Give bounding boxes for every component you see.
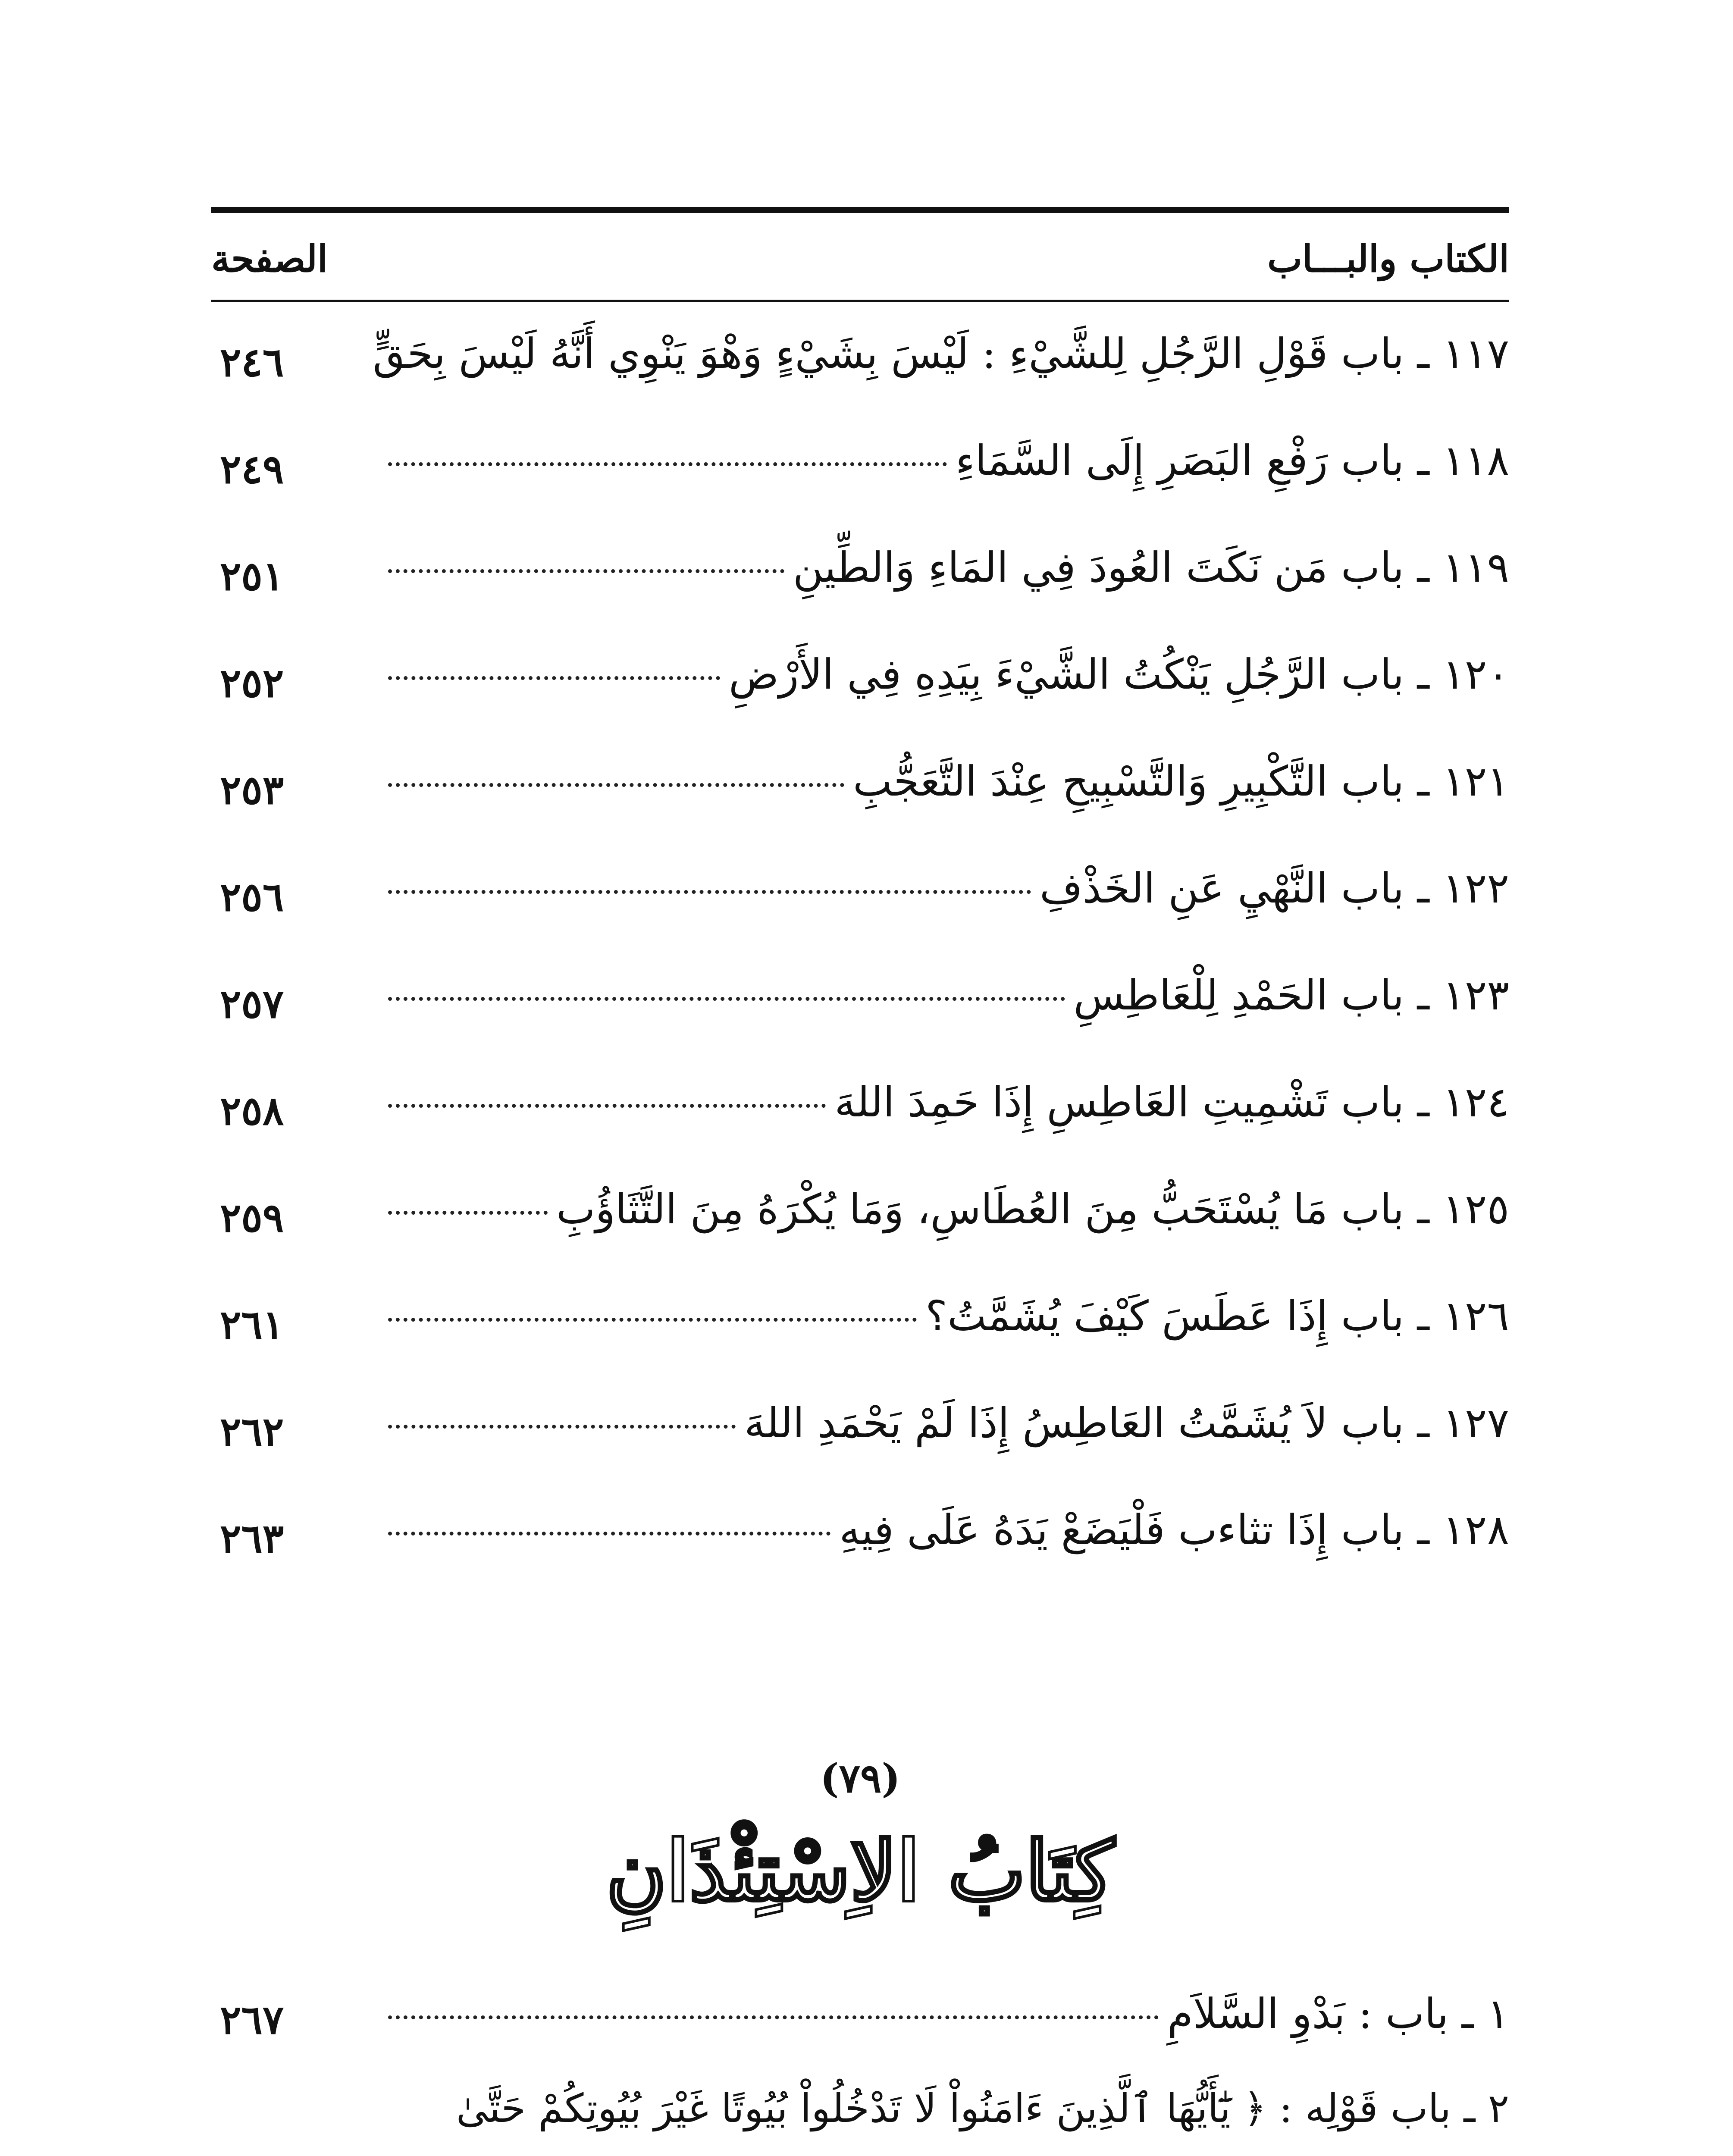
- toc-entry-page: ٢٦٢: [220, 1408, 284, 1455]
- leader-dots: [388, 436, 947, 466]
- toc-row: [211, 310, 1509, 417]
- book-entry-row: [211, 1975, 1509, 2061]
- toc-row: [211, 524, 1509, 631]
- toc-row: [211, 952, 1509, 1059]
- toc-entry-text: ١٢٥ ـ باب مَا يُسْتَحَبُّ مِنَ العُطَاسِ، وَمَا يُكْرَهُ مِنَ التَّثَاؤُبِ: [556, 1185, 1509, 1233]
- toc-row: [211, 1059, 1509, 1166]
- toc-entry-text: ١٢٤ ـ باب تَشْمِيتِ العَاطِسِ إِذَا حَمِدَ اللهَ: [834, 1078, 1509, 1126]
- book-title-calligraphy: كِتَابُ الاِسْتِئْذَانِ: [606, 1823, 1114, 1919]
- toc-entry-text: ١٢٨ ـ باب إِذَا تثاءب فَلْيَضَعْ يَدَهُ عَلَى فِيهِ: [839, 1506, 1509, 1554]
- book-entry-text: ١ ـ باب : بَدْوِ السَّلاَمِ: [1167, 1990, 1509, 2038]
- toc-list: [211, 310, 1509, 1594]
- header-page-label: الصفحة: [211, 237, 328, 281]
- leader-dots: [388, 650, 720, 680]
- book-number: (٧٩): [820, 1755, 900, 1802]
- toc-row: [211, 738, 1509, 845]
- leader-dots: [388, 864, 1031, 894]
- header-rule: [211, 300, 1509, 302]
- toc-row: [211, 1487, 1509, 1594]
- leader-dots: [388, 757, 844, 787]
- leader-dots: [388, 1078, 826, 1108]
- book-title: [211, 1815, 1509, 1927]
- book-entry-quran: [211, 2070, 1509, 2156]
- toc-row: [211, 631, 1509, 738]
- toc-entry-text: ١٢١ ـ باب التَّكْبِيرِ وَالتَّسْبِيحِ عِنْدَ التَّعَجُّبِ: [853, 757, 1509, 805]
- document-page: [211, 203, 1509, 2156]
- toc-row: [211, 417, 1509, 524]
- toc-entry-page: ٢٤٦: [220, 339, 284, 385]
- toc-entry-text: ١٢٧ ـ باب لاَ يُشَمَّتُ العَاطِسُ إِذَا لَمْ يَحْمَدِ اللهَ: [744, 1399, 1509, 1447]
- leader-dots: [388, 543, 784, 573]
- leader-dots: [388, 1292, 917, 1322]
- toc-entry-page: ٢٥١: [220, 553, 284, 599]
- toc-entry-text: ١١٩ ـ باب مَن نَكَتَ العُودَ فِي المَاءِ وَالطِّينِ: [793, 543, 1509, 592]
- toc-row: [211, 845, 1509, 952]
- leader-dots: [388, 1506, 830, 1536]
- table-header: [211, 237, 1509, 289]
- leader-dots: [388, 1185, 548, 1215]
- toc-entry-page: ٢٥٣: [220, 767, 284, 813]
- toc-entry-text: ١١٨ ـ باب رَفْعِ البَصَرِ إِلَى السَّمَاءِ: [955, 436, 1509, 485]
- toc-entry-page: ٢٥٦: [220, 874, 284, 920]
- leader-dots: [388, 1399, 736, 1429]
- toc-entry-text: ١٢٦ ـ باب إِذَا عَطَسَ كَيْفَ يُشَمَّتُ؟: [925, 1292, 1509, 1340]
- toc-row: [211, 1273, 1509, 1380]
- toc-row: [211, 1166, 1509, 1273]
- toc-entry-page: ٢٤٩: [220, 446, 284, 492]
- toc-entry-page: ٢٥٨: [220, 1087, 284, 1134]
- header-title: الكتاب والبـــاب: [1267, 237, 1509, 281]
- leader-dots: [388, 971, 1065, 1001]
- toc-entry-page: ٢٥٧: [220, 981, 284, 1027]
- toc-row: [211, 1380, 1509, 1487]
- quran-line: ٢ ـ باب قَوْلِه : ﴿ يَٰٓأَيُّهَا ٱلَّذِينَ ءَامَنُواْ لَا تَدْخُلُواْ بُيُوتًا غَيْرَ بُيُوتِكُمْ حَتَّىٰ: [456, 2085, 1509, 2131]
- toc-entry-page: ٢٦١: [220, 1301, 284, 1348]
- toc-entry-text: ١٢٢ ـ باب النَّهْيِ عَنِ الخَذْفِ: [1039, 864, 1509, 912]
- toc-entry-page: ٢٥٩: [220, 1194, 284, 1241]
- toc-entry-text: ١٢٣ ـ باب الحَمْدِ لِلْعَاطِسِ: [1073, 971, 1509, 1019]
- top-rule: [211, 207, 1509, 213]
- toc-entry-page: ٢٦٣: [220, 1515, 284, 1562]
- book-entry-page: ٢٦٧: [220, 1996, 284, 2043]
- toc-entry-text: ١١٧ ـ باب قَوْلِ الرَّجُلِ لِلشَّيْءِ : لَيْسَ بِشَيْءٍ وَهْوَ يَنْوِي أَنَّهُ لَيْسَ بِحَقٍّ: [373, 329, 1509, 378]
- toc-entry-page: ٢٥٢: [220, 660, 284, 706]
- toc-entry-text: ١٢٠ ـ باب الرَّجُلِ يَنْكُتُ الشَّيْءَ بِيَدِهِ فِي الأَرْضِ: [728, 650, 1509, 699]
- leader-dots: [388, 1990, 1159, 2019]
